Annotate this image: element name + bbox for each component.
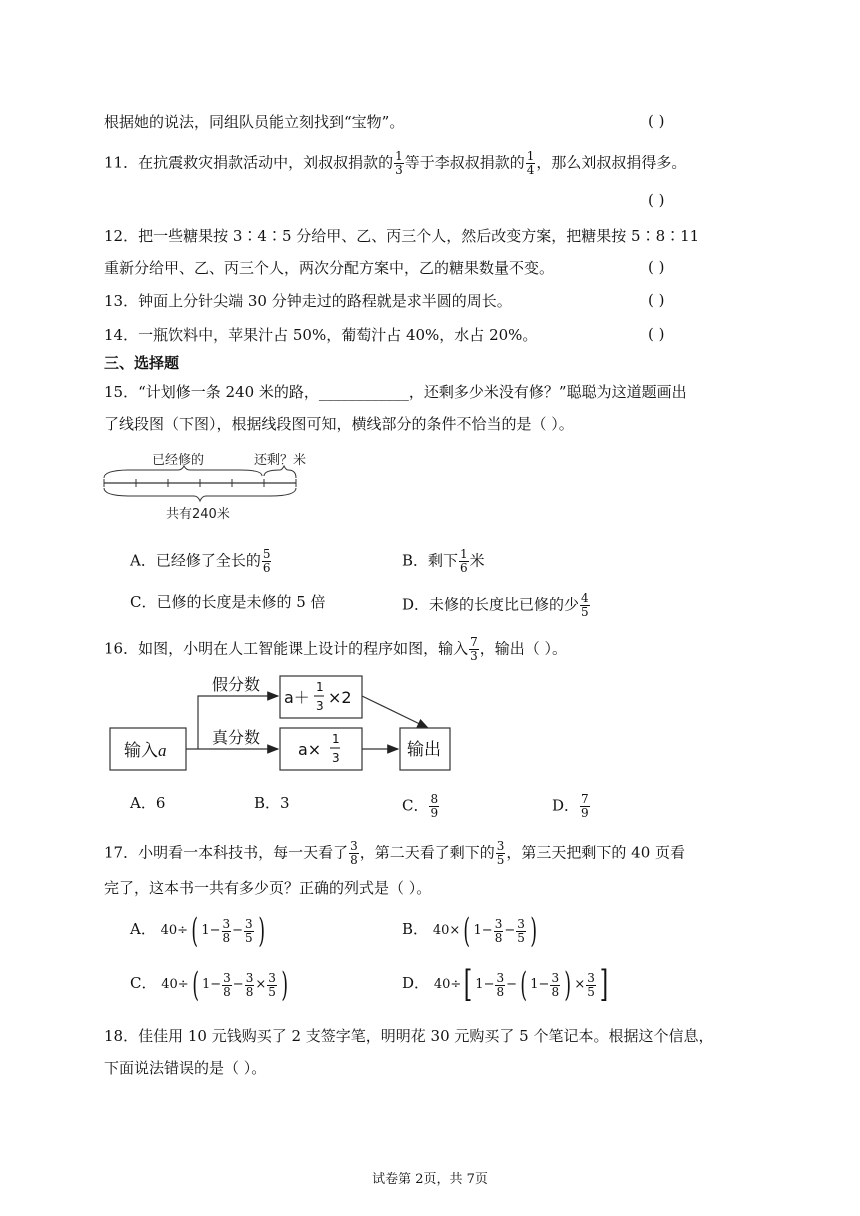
answer-paren: ( ) [648, 191, 665, 209]
brace-done [104, 466, 262, 478]
q12-line1: 12．把一些糖果按 3∶4∶5 分给甲、乙、丙三个人，然后改变方案，把糖果按 5∶8∶11 [104, 227, 700, 245]
label-proper: 真分数 [212, 728, 261, 747]
q15-line1: 15．“计划修一条 240 米的路，____________，还剩多少米没有修？”聪聪为这道题画出 [104, 383, 687, 401]
answer-paren: ( ) [648, 291, 665, 309]
diagram-label-left: 还剩？米 [254, 453, 307, 468]
q17-line2: 完了，这本书一共有多少页？正确的列式是（ ）。 [104, 879, 432, 897]
q17-line1: 17．小明看一本科技书，每一天看了 $\frac{3}{8}$ ，第二天看了剩下的 $\frac{3}{5}$ ，第三天把剩下的 40 页看 [104, 839, 686, 867]
input-label: 输入a [124, 741, 167, 761]
q17-option-c[interactable]: C． 40÷ ( 1− $\frac{3}{8}$ − $\frac{3}{8}$ × $\frac{3}{5}$ ) [130, 965, 288, 1005]
q16-text: 16．如图，小明在人工智能课上设计的程序如图，输入 $\frac{7}{3}$ ，输出（ ）。 [104, 635, 568, 663]
q18-line2: 下面说法错误的是（ ）。 [104, 1059, 267, 1077]
q15-option-d[interactable]: D．未修的长度比已修的少 $\frac{4}{5}$ [402, 591, 589, 619]
q13-text: 13．钟面上分针尖端 30 分钟走过的路程就是求半圆的周长。 [104, 292, 512, 310]
q15-line2: 了线段图（下图），根据线段图可知，横线部分的条件不恰当的是（ ）。 [104, 415, 574, 433]
program-flowchart [106, 670, 466, 780]
svg-text:3: 3 [316, 699, 324, 713]
q15-option-c[interactable]: C．已修的长度是未修的 5 倍 [130, 593, 326, 611]
brace-total [104, 488, 296, 501]
answer-paren: ( ) [648, 325, 665, 343]
q16-option-d[interactable]: D． $\frac{7}{9}$ [552, 792, 589, 820]
svg-text:1: 1 [332, 732, 340, 746]
diagram-label-total: 共有240米 [166, 507, 230, 522]
q16-option-c[interactable]: C． $\frac{8}{9}$ [402, 792, 439, 820]
page-footer: 试卷第 2页，共 7页 [372, 1172, 488, 1187]
svg-text:3: 3 [332, 751, 340, 765]
q17-option-b[interactable]: B． 40× ( 1− $\frac{3}{8}$ − $\frac{3}{5}$ ) [402, 911, 537, 951]
q17-option-a[interactable]: A． 40÷ ( 1− $\frac{3}{8}$ − $\frac{3}{5}$ ) [130, 911, 265, 951]
q15-option-b[interactable]: B．剩下 $\frac{1}{6}$ 米 [402, 547, 485, 575]
q18-line1: 18．佳佳用 10 元钱购买了 2 支签字笔，明明花 30 元购买了 5 个笔记本。根据这个信息， [104, 1027, 714, 1045]
svg-text:×2: ×2 [328, 688, 352, 707]
svg-text:1: 1 [316, 680, 324, 694]
line-segment-diagram [100, 448, 310, 524]
q16-option-a[interactable]: A．6 [130, 794, 166, 812]
formula-2-text: a× [298, 740, 322, 759]
answer-paren: ( ) [648, 258, 665, 276]
q10-text: 根据她的说法，同组队员能立刻找到“宝物”。 [104, 113, 405, 131]
arrow-to-output-1 [362, 696, 428, 728]
formula-1-text: a＋ [284, 688, 310, 707]
q15-option-a[interactable]: A．已经修了全长的 $\frac{5}{6}$ [130, 547, 271, 575]
label-improper: 假分数 [212, 675, 261, 694]
q17-option-d[interactable]: D． 40÷ [ 1− $\frac{3}{8}$ − ( 1− $\frac{3}{8}$ ) × $\frac{3}{5}$ ] [402, 964, 609, 1005]
q12-line2: 重新分给甲、乙、丙三个人，两次分配方案中，乙的糖果数量不变。 [104, 259, 555, 277]
fraction: $\frac{1}{3}$ [395, 149, 403, 177]
answer-paren: ( ) [648, 112, 665, 130]
q14-text: 14．一瓶饮料中，苹果汁占 50%，葡萄汁占 40%，水占 20%。 [104, 326, 538, 344]
q16-option-b[interactable]: B．3 [254, 794, 290, 812]
fraction: $\frac{1}{4}$ [526, 149, 535, 177]
diagram-label-done: 已经修的 [152, 453, 205, 468]
output-label: 输出 [407, 740, 441, 760]
section-title: 三、选择题 [104, 354, 180, 372]
q11-text: 11．在抗震救灾捐款活动中，刘叔叔捐款的 $\frac{1}{3}$ 等于李叔叔捐款的 $\frac{1}{4}$ ，那么刘叔叔捐得多。 [104, 149, 687, 177]
